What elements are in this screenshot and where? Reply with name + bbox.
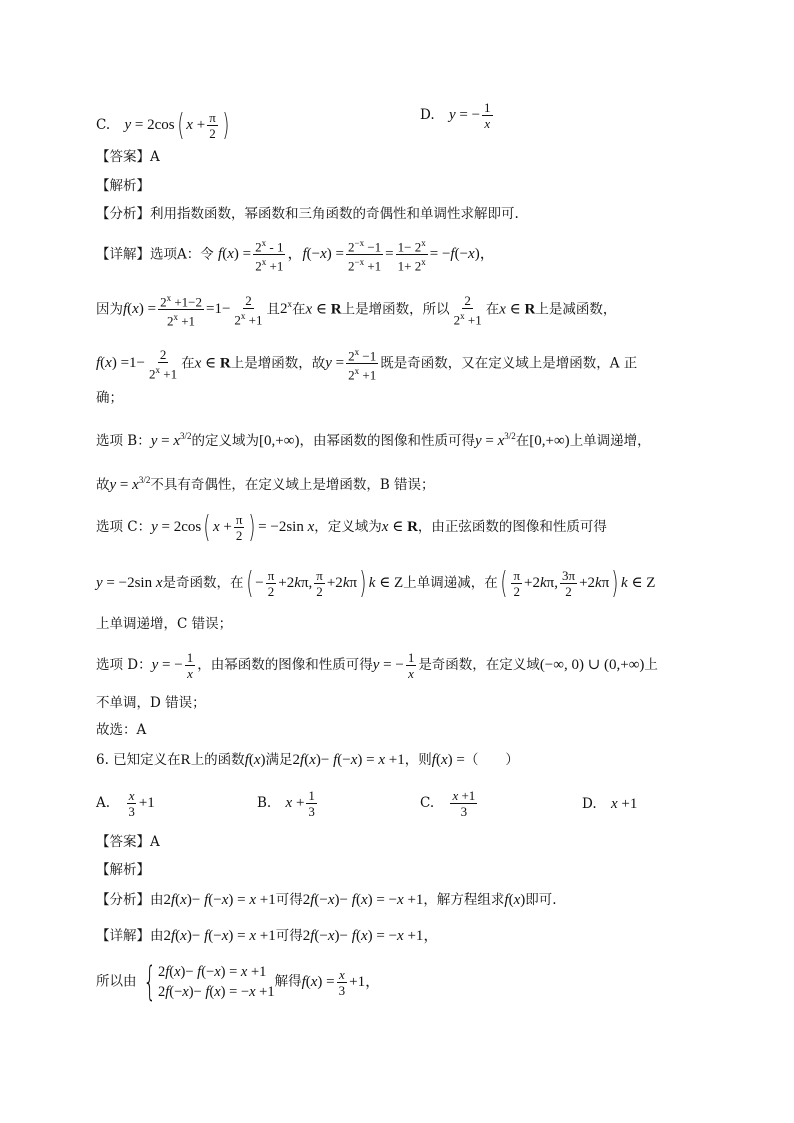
option-d xyxy=(420,100,495,131)
q5-option-c-line1: 选项 C：y = 2cos( x + $\frac{\pi}{2}$ ) = −2sin x，定义域为x ∈ R，由正弦函数的图像和性质可得 xyxy=(96,509,607,545)
q6-option-c: C. $\frac{x +1}{3}$ xyxy=(420,788,476,819)
q5-option-b-line2: 故$y = x^{3/2}$不具有奇偶性，在定义域上是增函数，B 错误； xyxy=(96,475,435,493)
q5-xiangjie-line3: f(x) =1− $\frac{2}{2^x +1}$ 在x ∈ R上是增函数，故y = $\frac{2^x -1}{2^x +1}$ 既是奇函数，又在定义域上是增函数，A 正 xyxy=(96,346,638,383)
option-d-label: D. xyxy=(420,106,435,123)
option-c-label: C. xyxy=(96,116,111,133)
q5-answer: 【答案】A xyxy=(96,149,160,165)
q6-option-a: A. $\frac{x}{3}$ +1 xyxy=(96,788,155,819)
q6-option-b: B. x + $\frac{1}{3}$ xyxy=(257,788,315,819)
option-d-formula: y = − $\frac{1}{x}$ xyxy=(448,100,491,131)
q5-xiangjie-line4: 确； xyxy=(96,390,123,406)
q5-choice: 故选：A xyxy=(96,722,147,738)
q5-option-b-line1: 选项 B：$y = x^{3/2}$的定义域为[0,+∞)，由幂函数的图像和性质可得$y = x^{3/2}$在[0,+∞)上单调递增， xyxy=(96,431,651,449)
q6-analysis-heading: 【解析】 xyxy=(96,862,150,878)
q5-option-c-line3: 上单调递增，C 错误； xyxy=(96,616,233,632)
q6-option-d: D. x +1 xyxy=(582,796,638,812)
q5-xiangjie-line2: 因为f(x) = $\frac{2^x +1-2}{2^x +1}$ =1− $\frac{2}{2^x +1}$ 且2$^x$在x ∈ R上是增函数，所以 $\frac{2}{2^x +1}$ 在x ∈ R上是减函数， xyxy=(96,292,617,329)
q6-answer: 【答案】A xyxy=(96,834,160,850)
q6-stem: 6. 已知定义在R上的函数f(x)满足2f(x)− f(−x) = x +1，则f(x) =（ ） xyxy=(96,752,519,768)
option-c xyxy=(96,108,231,143)
q6-system-line: 所以由 { 2f(x)− f(−x) = x +1 2f(−x)− f(x) = −x +1 解得f(x) = $\frac{x}{3}$ +1， xyxy=(96,959,381,1005)
q5-option-c-line2: y = −2sin x是奇函数，在( − $\frac{\pi}{2}$ +2kπ, $\frac{\pi}{2}$ +2kπ) k ∈ Z上单调递减，在( $\frac{\pi}{2}$ +2kπ, $\frac{3\pi}{2}$ +2kπ) k ∈ Z xyxy=(96,565,656,601)
q6-xiangjie: 【详解】由2f(x)− f(−x) = x +1可得2f(−x)− f(x) = −x +1， xyxy=(96,928,439,944)
q5-xiangjie-line1: 【详解】选项A：令 f(x) = $\frac{2^x - 1}{2^x +1}$ ，f(−x) = $\frac{2^{-x} -1}{2^{-x} +1}$ = $\frac{1- 2^x}{1+ 2^x}$ = −f(−x)， xyxy=(96,238,495,274)
q5-fenxi: 【分析】利用指数函数，幂函数和三角函数的奇偶性和单调性求解即可. xyxy=(96,206,519,222)
option-c-formula: y = 2cos( x + $\frac{\pi}{2}$ ) xyxy=(124,108,230,143)
q5-option-d-line1: 选项 D：y = − $\frac{1}{x}$ ，由幂函数的图像和性质可得y = − $\frac{1}{x}$ 是奇函数，在定义域(−∞, 0) ∪ (0,+∞)上 xyxy=(96,650,658,681)
q5-option-d-line2: 不单调，D 错误； xyxy=(96,695,206,711)
q5-analysis-heading: 【解析】 xyxy=(96,178,150,194)
q6-fenxi: 【分析】由2f(x)− f(−x) = x +1可得2f(−x)− f(x) = −x +1，解方程组求f(x)即可. xyxy=(96,892,557,908)
